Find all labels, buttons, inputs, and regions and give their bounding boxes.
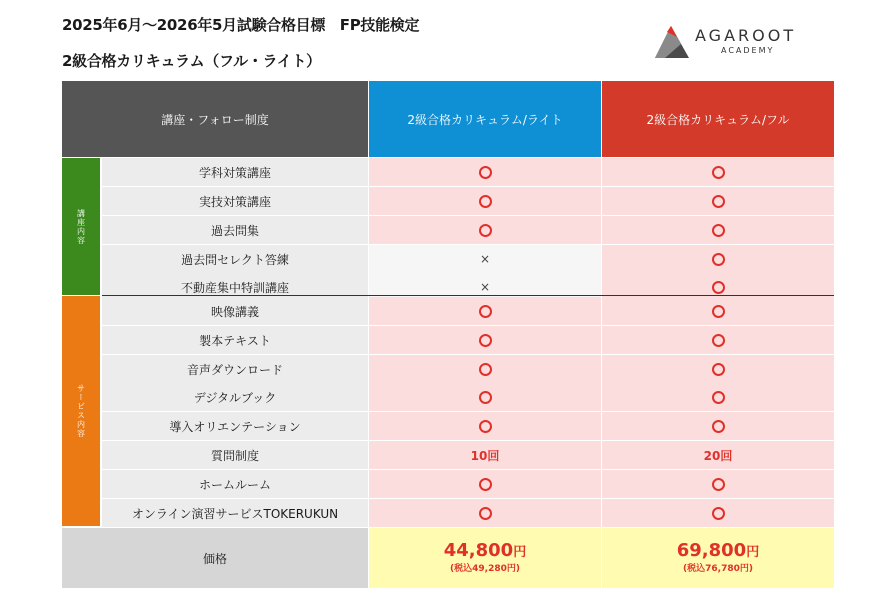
row-label: オンライン演習サービスTOKERUKUN [102,499,368,527]
header-full: 2級合格カリキュラム/フル [602,81,834,157]
circle-mark-icon [479,195,492,208]
cell-lite [369,158,601,186]
circle-mark-icon [712,478,725,491]
cell-full [602,187,834,215]
circle-mark-icon [712,420,725,433]
cell-lite [369,326,601,354]
header-feature: 講座・フォロー制度 [62,81,368,157]
table-row [102,441,834,469]
cell-lite [369,441,601,469]
table-row [102,245,834,273]
row-label: 導入オリエンテーション [102,412,368,440]
row-label: 音声ダウンロード [102,355,368,383]
header-lite: 2級合格カリキュラム/ライト [369,81,601,157]
cell-full [602,355,834,383]
cell-lite [369,297,601,325]
price-label: 価格 [62,528,368,588]
cell-lite [369,412,601,440]
page-title: 2025年6月〜2026年5月試験合格目標 FP技能検定 [62,16,420,34]
question-count: 20回 [703,448,733,463]
table-row [102,412,834,440]
cell-full [602,441,834,469]
circle-mark-icon [712,391,725,404]
circle-mark-icon [479,166,492,179]
row-label: 質問制度 [102,441,368,469]
row-label: ホームルーム [102,470,368,498]
row-label: デジタルブック [102,383,368,411]
circle-mark-icon [479,334,492,347]
table-row [102,216,834,244]
table-header [62,81,834,157]
page-subtitle: 2級合格カリキュラム（フル・ライト） [62,52,321,70]
circle-mark-icon [479,363,492,376]
cell-lite [369,499,601,527]
cell-lite [369,383,601,411]
row-label: 学科対策講座 [102,158,368,186]
cell-full [602,245,834,273]
cell-full [602,470,834,498]
circle-mark-icon [479,478,492,491]
section-divider [102,295,834,296]
circle-mark-icon [712,166,725,179]
table-row [102,297,834,325]
question-count: 10回 [470,448,500,463]
circle-mark-icon [479,224,492,237]
cell-lite [369,187,601,215]
price-lite-amount: 44,800 [443,540,514,561]
logo-subtext: ACADEMY [721,46,775,55]
circle-mark-icon [479,391,492,404]
price-row [62,528,834,588]
row-label: 過去問集 [102,216,368,244]
cell-full [602,326,834,354]
table-row [102,499,834,527]
cell-full [602,412,834,440]
price-full-amount: 69,800 [676,540,747,561]
cell-lite [369,355,601,383]
circle-mark-icon [712,224,725,237]
logo-triangle-icon [655,24,691,60]
logo-text: AGAROOT [695,26,797,45]
cell-full [602,499,834,527]
cell-full [602,216,834,244]
row-label: 過去問セレクト答練 [102,245,368,273]
table-row [102,355,834,383]
cell-lite [369,216,601,244]
circle-mark-icon [712,507,725,520]
price-lite [369,528,601,588]
circle-mark-icon [479,507,492,520]
category-lecture: 講座内容 [62,158,100,295]
category-service: サービス内容 [62,296,100,526]
circle-mark-icon [712,281,725,294]
cell-full [602,297,834,325]
price-full-tax: (税込76,780円) [683,564,753,574]
row-label: 製本テキスト [102,326,368,354]
circle-mark-icon [712,334,725,347]
cross-mark: × [479,252,491,266]
price-lite-yen: 円 [513,545,527,560]
price-lite-tax: (税込49,280円) [450,564,520,574]
row-label: 映像講義 [102,297,368,325]
table-row [102,383,834,411]
circle-mark-icon [479,420,492,433]
circle-mark-icon [712,195,725,208]
price-full-yen: 円 [746,545,760,560]
agaroot-logo [655,24,815,64]
circle-mark-icon [479,305,492,318]
price-full [602,528,834,588]
row-label: 不動産集中特訓講座 [102,273,368,301]
cell-lite [369,470,601,498]
cross-mark: × [479,280,491,294]
cell-full [602,158,834,186]
cell-lite [369,245,601,273]
circle-mark-icon [712,253,725,266]
cell-full [602,383,834,411]
table-row [102,470,834,498]
row-label: 実技対策講座 [102,187,368,215]
table-row [102,158,834,186]
table-row [102,326,834,354]
circle-mark-icon [712,363,725,376]
table-row [102,187,834,215]
circle-mark-icon [712,305,725,318]
